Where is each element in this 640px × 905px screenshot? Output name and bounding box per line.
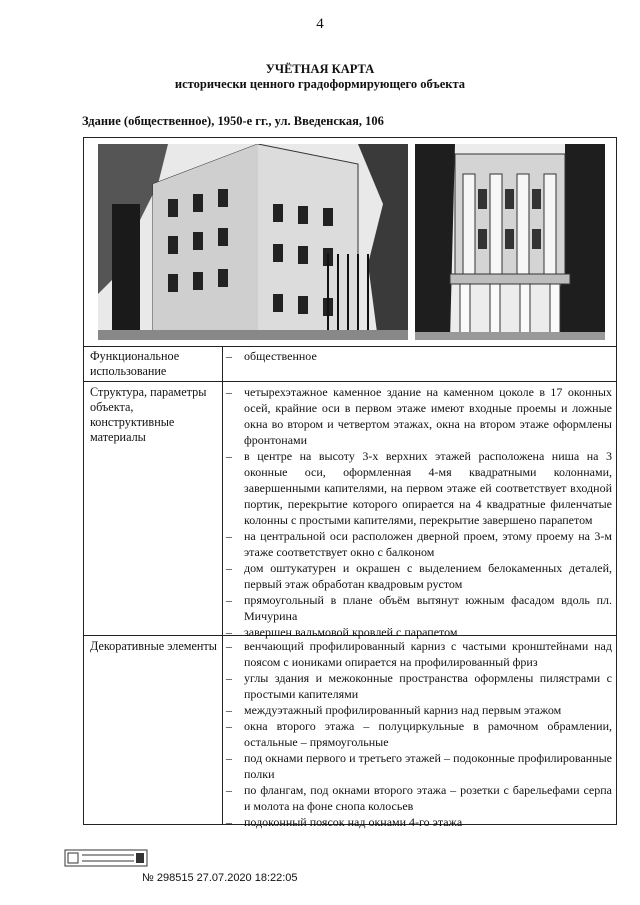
row-structure	[84, 382, 616, 639]
list-item	[226, 348, 612, 364]
list-item	[226, 702, 612, 718]
item-text: подоконный поясок над окнами 4-го этажа	[244, 815, 463, 829]
dash-icon: –	[226, 449, 232, 463]
list-item	[226, 592, 612, 624]
item-text: по флангам, под окнами второго этажа – розетки с барельефами серпа и молота на фоне снопа колосьев	[244, 783, 612, 813]
document-title	[0, 62, 640, 92]
list-item	[226, 384, 612, 448]
title-line-2: исторически ценного градоформирующего объекта	[174, 77, 466, 91]
row-items	[226, 348, 612, 364]
item-text: венчающий профилированный карниз с частыми кронштейнами над поясом с иониками опирается на профилированный фриз	[244, 639, 612, 669]
list-item	[226, 670, 612, 702]
list-item	[226, 718, 612, 750]
row-function	[84, 346, 616, 382]
page-number: 4	[316, 16, 324, 32]
item-text: дом оштукатурен и окрашен с выделением белокаменных деталей, первый этаж обработан квадровым рустом	[244, 561, 612, 591]
row-items	[226, 384, 612, 640]
list-item	[226, 814, 612, 830]
item-text: четырехэтажное каменное здание на каменном цоколе в 17 оконных осей, крайние оси в первом этаже имеют входные проемы и ложные окна во втором и четвертом этажах, окна на втором этаже оформлены фронтонами	[244, 385, 612, 447]
dash-icon: –	[226, 561, 232, 575]
column-divider	[222, 382, 223, 635]
row-label: Структура, параметры объекта, конструктивные материалы	[90, 385, 207, 444]
list-item	[226, 528, 612, 560]
item-text: прямоугольный в плане объём вытянут южным фасадом вдоль пл. Мичурина	[244, 593, 612, 623]
dash-icon: –	[226, 529, 232, 543]
dash-icon: –	[226, 385, 232, 399]
list-item	[226, 638, 612, 670]
item-text: общественное	[244, 349, 317, 363]
building-caption: Здание (общественное), 1950-е гг., ул. Введенская, 106	[82, 114, 384, 128]
list-item	[226, 750, 612, 782]
item-text: на центральной оси расположен дверной проем, этому проему на 3-м этаже соответствует окно с балконом	[244, 529, 612, 559]
item-text: углы здания и межоконные пространства оформлены пилястрами с простыми капителями	[244, 671, 612, 701]
list-item	[226, 448, 612, 528]
dash-icon: –	[226, 349, 232, 363]
column-divider	[222, 636, 223, 824]
row-label: Функциональное использование	[90, 349, 180, 378]
dash-icon: –	[226, 719, 232, 733]
dash-icon: –	[226, 593, 232, 607]
dash-icon: –	[226, 751, 232, 765]
dash-icon: –	[226, 703, 232, 717]
building-portico-photo-icon	[415, 144, 605, 340]
dash-icon: –	[226, 815, 232, 829]
dash-icon: –	[226, 639, 232, 653]
photos-row	[84, 138, 616, 347]
item-text: под окнами первого и третьего этажей – подоконные профилированные полки	[244, 751, 612, 781]
item-text: завершен вальмовой кровлей с парапетом	[244, 625, 458, 639]
item-text: в центре на высоту 3-х верхних этажей расположена ниша на 3 оконные оси, оформленная 4-мя квадратными колоннами, завершенными капителями, на первом этаже ей соответствует входной портик, перекрытие которого опирается на 4 квадратные филенчатые колонны с простыми капителями, перекрытие завершено парапетом	[244, 449, 612, 527]
item-text: окна второго этажа – полуциркульные в рамочном обрамлении, остальные – прямоугольные	[244, 719, 612, 749]
building-photo-icon	[98, 144, 408, 340]
document-footer: № 298515 27.07.2020 18:22:05	[142, 872, 298, 884]
dash-icon: –	[226, 625, 232, 639]
row-items	[226, 638, 612, 830]
column-divider	[222, 346, 223, 381]
row-label: Декоративные элементы	[90, 639, 217, 653]
title-line-1: УЧЁТНАЯ КАРТА	[265, 62, 375, 76]
document-stamp-icon	[64, 849, 148, 867]
item-text: междуэтажный профилированный карниз над первым этажом	[244, 703, 562, 717]
dash-icon: –	[226, 783, 232, 797]
row-decor	[84, 636, 616, 829]
list-item	[226, 560, 612, 592]
list-item	[226, 782, 612, 814]
record-card	[83, 137, 617, 829]
dash-icon: –	[226, 671, 232, 685]
